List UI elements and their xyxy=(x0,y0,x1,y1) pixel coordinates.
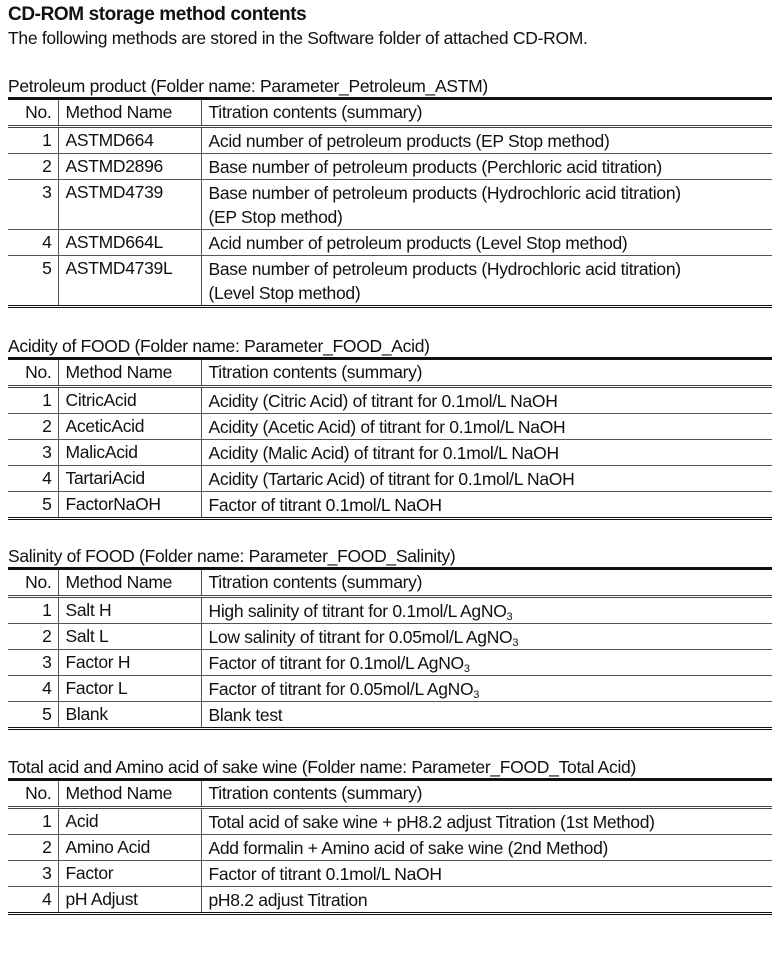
row-number: 1 xyxy=(8,127,58,154)
method-table xyxy=(8,778,772,915)
table-row xyxy=(8,650,772,676)
row-number: 3 xyxy=(8,861,58,887)
method-name: Salt H xyxy=(58,597,201,624)
titration-contents-text: Base number of petroleum products (Perchloric acid titration) xyxy=(208,157,662,177)
column-header-titration-contents: Titration contents (summary) xyxy=(208,102,423,122)
method-name: CitricAcid xyxy=(58,387,201,414)
column-header-no: No. xyxy=(8,99,58,127)
titration-contents xyxy=(201,492,772,519)
section-title: Salinity of FOOD (Folder name: Parameter_FOOD_Salinity) xyxy=(8,546,456,566)
table-row xyxy=(8,808,772,835)
row-number: 5 xyxy=(8,256,58,307)
subscript: 3 xyxy=(463,663,470,675)
row-number: 4 xyxy=(8,676,58,702)
method-name: pH Adjust xyxy=(58,887,201,914)
row-number: 2 xyxy=(8,414,58,440)
table-row xyxy=(8,702,772,729)
titration-contents-text: Acidity (Acetic Acid) of titrant for 0.1mol/L NaOH xyxy=(208,417,566,437)
method-name: FactorNaOH xyxy=(58,492,201,519)
titration-contents-text: Factor of titrant for 0.1mol/L AgNO xyxy=(208,653,464,673)
titration-contents-text: Add formalin + Amino acid of sake wine (2nd Method) xyxy=(208,838,609,858)
method-section xyxy=(8,545,773,730)
titration-contents xyxy=(201,861,772,887)
table-row xyxy=(8,180,772,230)
row-number: 4 xyxy=(8,466,58,492)
column-header-method-name: Method Name xyxy=(58,569,201,597)
column-header-method-name: Method Name xyxy=(58,99,201,127)
titration-contents-text: Acidity (Citric Acid) of titrant for 0.1mol/L NaOH xyxy=(208,391,558,411)
table-row xyxy=(8,676,772,702)
method-name: ASTMD4739L xyxy=(58,256,201,307)
titration-contents xyxy=(201,624,772,650)
titration-contents xyxy=(201,808,772,835)
column-header-titration-contents: Titration contents (summary) xyxy=(208,572,423,592)
titration-contents-text: Acid number of petroleum products (Level Stop method) xyxy=(208,233,628,253)
section-title: Total acid and Amino acid of sake wine (Folder name: Parameter_FOOD_Total Acid) xyxy=(8,757,636,777)
titration-contents xyxy=(201,835,772,861)
table-row xyxy=(8,440,772,466)
row-number: 5 xyxy=(8,492,58,519)
row-number: 3 xyxy=(8,650,58,676)
page-title: CD-ROM storage method contents xyxy=(8,4,307,25)
titration-contents xyxy=(201,230,772,256)
method-name: ASTMD664L xyxy=(58,230,201,256)
column-header-titration-contents: Titration contents (summary) xyxy=(208,362,423,382)
titration-contents-text: Low salinity of titrant for 0.05mol/L AgNO xyxy=(208,627,513,647)
titration-contents xyxy=(201,440,772,466)
table-row xyxy=(8,887,772,914)
table-row xyxy=(8,624,772,650)
titration-contents xyxy=(201,887,772,914)
method-name: Acid xyxy=(58,808,201,835)
column-header-no: No. xyxy=(8,780,58,808)
method-name: Salt L xyxy=(58,624,201,650)
section-title: Acidity of FOOD (Folder name: Parameter_FOOD_Acid) xyxy=(8,336,430,356)
row-number: 1 xyxy=(8,597,58,624)
table-row xyxy=(8,861,772,887)
table-row xyxy=(8,597,772,624)
row-number: 4 xyxy=(8,230,58,256)
titration-contents-text: Blank test xyxy=(208,705,283,725)
column-header-titration-contents: Titration contents (summary) xyxy=(208,783,423,803)
table-header-row xyxy=(8,359,772,387)
column-header-method-name: Method Name xyxy=(58,780,201,808)
method-table xyxy=(8,357,772,520)
method-section xyxy=(8,756,773,915)
subscript: 3 xyxy=(512,637,519,649)
titration-contents xyxy=(201,256,772,307)
titration-contents-text: Factor of titrant 0.1mol/L NaOH xyxy=(208,864,442,884)
method-name: AceticAcid xyxy=(58,414,201,440)
table-row xyxy=(8,387,772,414)
method-name: Blank xyxy=(58,702,201,729)
table-row xyxy=(8,256,772,307)
titration-contents xyxy=(201,676,772,702)
titration-contents xyxy=(201,414,772,440)
row-number: 5 xyxy=(8,702,58,729)
titration-contents xyxy=(201,154,772,180)
titration-contents-text: Base number of petroleum products (Hydrochloric acid titration) xyxy=(208,259,681,279)
method-table xyxy=(8,567,772,730)
table-row xyxy=(8,492,772,519)
titration-contents-text: Acidity (Tartaric Acid) of titrant for 0.1mol/L NaOH xyxy=(208,469,575,489)
row-number: 1 xyxy=(8,808,58,835)
method-name: MalicAcid xyxy=(58,440,201,466)
titration-contents xyxy=(201,650,772,676)
row-number: 4 xyxy=(8,887,58,914)
titration-contents-text: pH8.2 adjust Titration xyxy=(208,890,368,910)
titration-contents-text: Total acid of sake wine + pH8.2 adjust Titration (1st Method) xyxy=(208,812,655,832)
table-row xyxy=(8,230,772,256)
titration-contents xyxy=(201,387,772,414)
subscript: 3 xyxy=(473,689,480,701)
method-name: TartariAcid xyxy=(58,466,201,492)
intro-text: The following methods are stored in the Software folder of attached CD-ROM. xyxy=(8,28,588,48)
titration-contents-text: High salinity of titrant for 0.1mol/L AgNO xyxy=(208,601,507,621)
titration-contents-text: Factor of titrant 0.1mol/L NaOH xyxy=(208,495,442,515)
table-row xyxy=(8,835,772,861)
row-number: 2 xyxy=(8,835,58,861)
method-table xyxy=(8,97,772,308)
row-number: 2 xyxy=(8,154,58,180)
method-section xyxy=(8,75,773,308)
sections-container xyxy=(8,75,773,915)
table-header-row xyxy=(8,99,772,127)
titration-contents-text: Acidity (Malic Acid) of titrant for 0.1mol/L NaOH xyxy=(208,443,559,463)
table-row xyxy=(8,154,772,180)
method-name: ASTMD4739 xyxy=(58,180,201,230)
table-row xyxy=(8,127,772,154)
titration-contents-text: Base number of petroleum products (Hydrochloric acid titration) xyxy=(208,183,681,203)
table-header-row xyxy=(8,780,772,808)
column-header-no: No. xyxy=(8,569,58,597)
table-row xyxy=(8,414,772,440)
row-number: 3 xyxy=(8,440,58,466)
titration-contents-text: Acid number of petroleum products (EP Stop method) xyxy=(208,131,610,151)
method-name: ASTMD664 xyxy=(58,127,201,154)
method-name: Factor L xyxy=(58,676,201,702)
titration-contents xyxy=(201,127,772,154)
row-number: 1 xyxy=(8,387,58,414)
titration-contents xyxy=(201,466,772,492)
titration-contents xyxy=(201,597,772,624)
method-name: ASTMD2896 xyxy=(58,154,201,180)
row-number: 2 xyxy=(8,624,58,650)
titration-contents-continuation: (Level Stop method) xyxy=(208,283,361,303)
method-section xyxy=(8,335,773,520)
subscript: 3 xyxy=(506,611,513,623)
table-row xyxy=(8,466,772,492)
table-header-row xyxy=(8,569,772,597)
row-number: 3 xyxy=(8,180,58,230)
column-header-no: No. xyxy=(8,359,58,387)
method-name: Amino Acid xyxy=(58,835,201,861)
titration-contents xyxy=(201,702,772,729)
method-name: Factor xyxy=(58,861,201,887)
method-name: Factor H xyxy=(58,650,201,676)
titration-contents-continuation: (EP Stop method) xyxy=(208,207,343,227)
column-header-method-name: Method Name xyxy=(58,359,201,387)
titration-contents xyxy=(201,180,772,230)
titration-contents-text: Factor of titrant for 0.05mol/L AgNO xyxy=(208,679,474,699)
section-title: Petroleum product (Folder name: Parameter_Petroleum_ASTM) xyxy=(8,76,488,96)
